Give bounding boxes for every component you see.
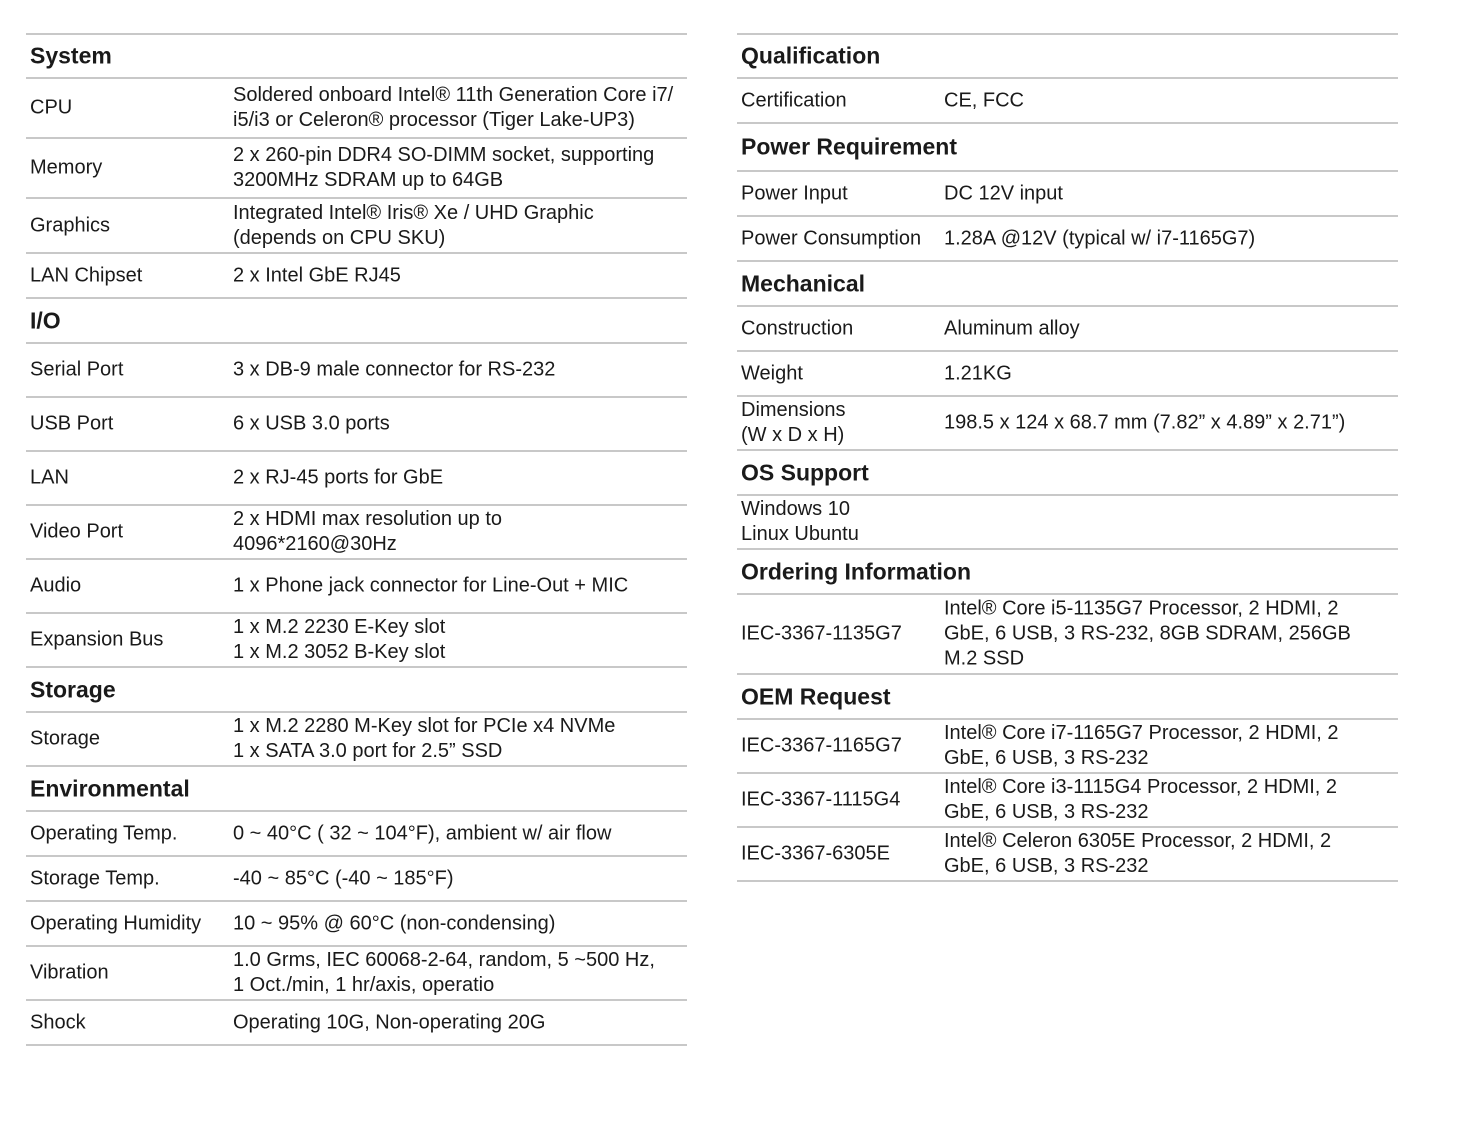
spec-row-audio [26, 560, 687, 614]
spec-label-line: IEC-3367-1165G7 [741, 734, 902, 757]
spec-value-line: Intel® Core i5-1135G7 Processor, 2 HDMI, 2 [944, 597, 1339, 620]
spec-value [944, 721, 1339, 771]
spec-row-storage [26, 713, 687, 767]
section-title: I/O [30, 307, 61, 333]
spec-value-line: 4096*2160@30Hz [233, 533, 397, 555]
spec-row-operating-temp [26, 812, 687, 857]
spec-row-certification [737, 79, 1398, 124]
spec-row-cpu [26, 79, 687, 139]
spec-label-line: Video Port [30, 520, 124, 543]
spec-value-line: CE, FCC [944, 89, 1024, 111]
spec-value [944, 88, 1024, 113]
spec-value [233, 83, 673, 133]
section-title: System [30, 42, 112, 69]
spec-value [944, 181, 1063, 206]
spec-label-line: Dimensions [741, 399, 846, 421]
spec-label [741, 734, 902, 759]
spec-value-line: 10 ~ 95% @ 60°C (non-condensing) [233, 912, 556, 934]
spec-label [741, 316, 853, 341]
spec-value-line: 2 x Intel GbE RJ45 [233, 264, 401, 286]
section-i-o [26, 299, 687, 344]
spec-value-line: Intel® Core i3-1115G4 Processor, 2 HDMI, 2 [944, 776, 1338, 798]
spec-value-line: 1.21KG [944, 362, 1012, 384]
spec-value [944, 597, 1351, 672]
spec-label [741, 398, 845, 448]
spec-label-line: IEC-3367-6305E [741, 842, 890, 865]
spec-label [30, 1010, 86, 1035]
spec-row-iec-3367-1165g7 [737, 720, 1398, 774]
spec-value [233, 574, 628, 599]
spec-label-line: Expansion Bus [30, 628, 164, 651]
section-system [26, 33, 687, 79]
spec-value-line: 1 x M.2 2280 M-Key slot for PCIe x4 NVMe [233, 715, 616, 737]
spec-row-iec-3367-1135g7 [737, 595, 1398, 675]
spec-value-line: GbE, 6 USB, 3 RS-232 [944, 801, 1149, 823]
spec-value-line: 1 Oct./min, 1 hr/axis, operatio [233, 974, 495, 996]
spec-value-line: 6 x USB 3.0 ports [233, 412, 390, 435]
spec-value [233, 1010, 545, 1035]
section-title: Qualification [741, 42, 881, 69]
spec-label [741, 497, 859, 547]
spec-value-line: (depends on CPU SKU) [233, 226, 446, 249]
spec-label [30, 866, 160, 891]
section-title: Mechanical [741, 270, 865, 296]
spec-label-line: Storage Temp. [30, 867, 160, 889]
spec-row-usb-port [26, 398, 687, 452]
section-storage [26, 668, 687, 713]
spec-value [944, 361, 1012, 386]
spec-value [233, 263, 401, 288]
spec-row-operating-humidity [26, 902, 687, 947]
spec-label-line: LAN Chipset [30, 264, 143, 286]
spec-label-line: Serial Port [30, 358, 124, 381]
spec-label [30, 358, 123, 383]
spec-value-line: Intel® Celeron 6305E Processor, 2 HDMI, 2 [944, 830, 1332, 852]
spec-label-line: LAN [30, 466, 69, 489]
spec-row-graphics [26, 199, 687, 254]
section-title: Environmental [30, 775, 190, 801]
spec-label [30, 727, 100, 752]
spec-label-line: Operating Temp. [30, 822, 178, 844]
spec-label-line: Power Consumption [741, 227, 922, 249]
spec-label [741, 622, 902, 647]
section-title: Ordering Information [741, 558, 971, 584]
spec-row-construction [737, 307, 1398, 352]
spec-label-line: Audio [30, 574, 82, 597]
spec-value-line: 2 x RJ-45 ports for GbE [233, 466, 444, 489]
section-title: Storage [30, 676, 116, 702]
spec-value-line: Aluminum alloy [944, 317, 1080, 339]
spec-value [944, 316, 1080, 341]
spec-value-line: -40 ~ 85°C (-40 ~ 185°F) [233, 867, 454, 889]
spec-value-line: GbE, 6 USB, 3 RS-232 [944, 855, 1149, 877]
spec-value-line: 1.28A @12V (typical w/ i7-1165G7) [944, 227, 1256, 249]
spec-value-line: 1 x M.2 3052 B-Key slot [233, 641, 446, 663]
spec-row-expansion-bus [26, 614, 687, 668]
spec-label [30, 911, 201, 936]
spec-row-lan-chipset [26, 254, 687, 299]
section-os-support [737, 451, 1398, 496]
spec-label-line: Storage [30, 727, 101, 750]
spec-label-line: Graphics [30, 214, 111, 236]
spec-value-line: 3 x DB-9 male connector for RS-232 [233, 358, 556, 381]
section-environmental [26, 767, 687, 812]
spec-label-line: Operating Humidity [30, 912, 202, 934]
spec-value [944, 226, 1255, 251]
spec-label [741, 88, 847, 113]
spec-value-line: DC 12V input [944, 182, 1063, 204]
spec-value-line: GbE, 6 USB, 3 RS-232 [944, 747, 1149, 769]
spec-value [233, 714, 615, 764]
spec-label-line: Certification [741, 89, 847, 111]
spec-label [30, 96, 72, 121]
section-oem-request [737, 675, 1398, 720]
spec-row-memory [26, 139, 687, 199]
section-title: OEM Request [741, 683, 891, 709]
spec-label-line: Memory [30, 156, 103, 179]
spec-value-line: Soldered onboard Intel® 11th Generation Core i7/ [233, 84, 674, 106]
spec-label [30, 961, 109, 986]
spec-value-line: Operating 10G, Non-operating 20G [233, 1011, 546, 1033]
spec-value-line: 3200MHz SDRAM up to 64GB [233, 169, 504, 191]
spec-value [233, 866, 454, 891]
spec-row-vibration [26, 947, 687, 1001]
spec-row-windows-10 [737, 496, 1398, 550]
spec-label-line: USB Port [30, 412, 114, 435]
spec-row-power-input [737, 172, 1398, 217]
spec-value-line: 198.5 x 124 x 68.7 mm (7.82” x 4.89” x 2.71”) [944, 411, 1346, 434]
spec-row-serial-port [26, 344, 687, 398]
section-title: OS Support [741, 459, 869, 485]
spec-label-line: Power Input [741, 182, 848, 204]
spec-label [741, 788, 900, 813]
spec-value-line: i5/i3 or Celeron® processor (Tiger Lake-UP3) [233, 109, 635, 131]
spec-value-line: Integrated Intel® Iris® Xe / UHD Graphic [233, 201, 594, 224]
spec-value [233, 507, 502, 557]
spec-label [741, 361, 803, 386]
spec-value [233, 412, 390, 437]
spec-value [233, 466, 443, 491]
spec-label [30, 156, 102, 181]
spec-label-line: Linux Ubuntu [741, 523, 859, 545]
spec-label-line: Construction [741, 317, 854, 339]
spec-value [233, 911, 555, 936]
spec-label [741, 181, 848, 206]
spec-value-line: GbE, 6 USB, 3 RS-232, 8GB SDRAM, 256GB [944, 622, 1351, 645]
spec-table-right [737, 33, 1398, 882]
spec-row-dimensions [737, 397, 1398, 451]
spec-label [30, 520, 123, 545]
spec-label-line: Weight [741, 362, 803, 384]
spec-label-line: (W x D x H) [741, 424, 845, 446]
section-title: Power Requirement [741, 133, 957, 160]
spec-value [233, 615, 445, 665]
spec-label-line: IEC-3367-1115G4 [741, 788, 901, 811]
spec-value-line: 1 x SATA 3.0 port for 2.5” SSD [233, 740, 503, 762]
spec-value [233, 358, 555, 383]
spec-row-weight [737, 352, 1398, 397]
spec-value-line: Intel® Core i7-1165G7 Processor, 2 HDMI, 2 [944, 722, 1339, 744]
spec-label-line: IEC-3367-1135G7 [741, 622, 902, 645]
spec-row-video-port [26, 506, 687, 560]
spec-value-line: 1 x M.2 2230 E-Key slot [233, 616, 446, 638]
spec-row-lan [26, 452, 687, 506]
section-qualification [737, 33, 1398, 79]
spec-value [233, 821, 611, 846]
spec-row-storage-temp [26, 857, 687, 902]
spec-value [944, 411, 1345, 436]
spec-value-line: 1.0 Grms, IEC 60068-2-64, random, 5 ~500 Hz, [233, 949, 655, 971]
spec-label [30, 466, 69, 491]
section-ordering-information [737, 550, 1398, 595]
section-power-requirement [737, 124, 1398, 172]
spec-label [30, 412, 113, 437]
spec-row-power-consumption [737, 217, 1398, 262]
spec-value-line: M.2 SSD [944, 647, 1025, 670]
spec-label-line: Vibration [30, 961, 109, 984]
spec-label [741, 842, 890, 867]
spec-table-left [26, 33, 687, 1046]
spec-value-line: 2 x HDMI max resolution up to [233, 508, 502, 530]
spec-label-line: Windows 10 [741, 498, 850, 520]
spec-label [30, 213, 110, 238]
spec-row-shock [26, 1001, 687, 1046]
spec-value-line: 2 x 260-pin DDR4 SO-DIMM socket, supporting [233, 144, 655, 166]
spec-label-line: CPU [30, 96, 73, 119]
section-mechanical [737, 262, 1398, 307]
spec-value [233, 201, 594, 251]
spec-row-iec-3367-1115g4 [737, 774, 1398, 828]
spec-row-iec-3367-6305e [737, 828, 1398, 882]
spec-label [30, 263, 142, 288]
spec-value-line: 1 x Phone jack connector for Line-Out + MIC [233, 574, 629, 597]
spec-label-line: Shock [30, 1011, 86, 1033]
spec-label [30, 628, 163, 653]
spec-label [30, 574, 81, 599]
spec-value [233, 143, 654, 193]
spec-label [741, 226, 921, 251]
spec-value [944, 775, 1337, 825]
spec-value [944, 829, 1331, 879]
spec-value [233, 948, 655, 998]
spec-label [30, 821, 178, 846]
spec-value-line: 0 ~ 40°C ( 32 ~ 104°F), ambient w/ air flow [233, 822, 612, 844]
